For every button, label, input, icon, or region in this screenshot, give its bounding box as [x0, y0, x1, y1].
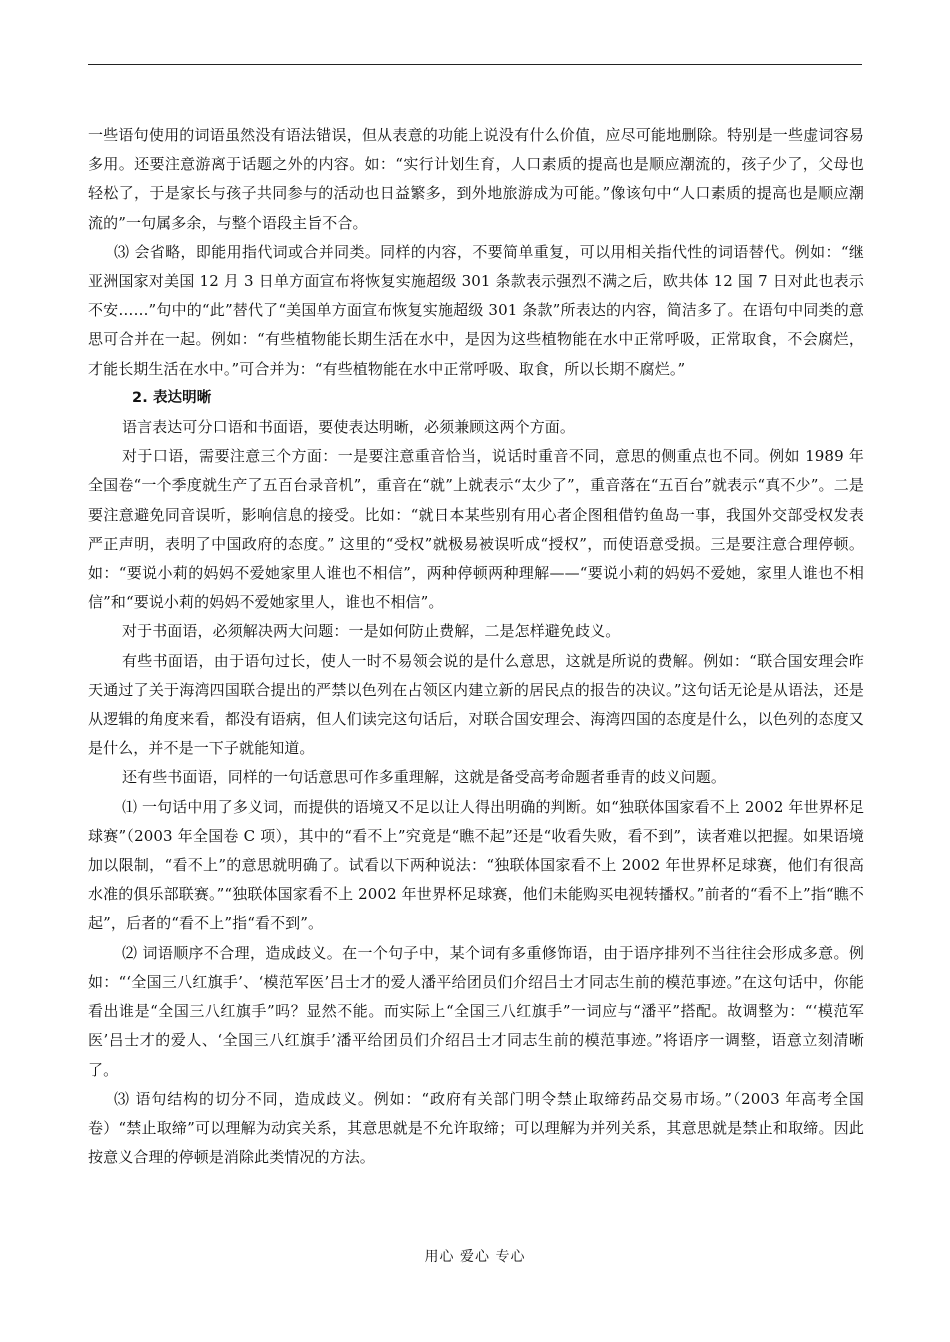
paragraph-obscurity: 有些书面语，由于语句过长，使人一时不易领会说的是什么意思，这就是所说的费解。例如：“联合国安理会昨天通过了关于海湾四国联合提出的严禁以色列在占领区内建立新的居民点的报告的决议。”这句话无论是从语法，还是从逻辑的角度来看，都没有语病，但人们读完这句话后，对联合国安理会、海湾四国的态度是什么，以色列的态度又是什么，并不是一下子就能知道。	[88, 651, 864, 758]
header-rule	[88, 64, 862, 65]
paragraph-structure: ⑶ 语句结构的切分不同，造成歧义。例如：“政府有关部门明令禁止取缔药品交易市场。”（2003 年高考全国卷）“禁止取缔”可以理解为动宾关系，其意思就是不允许取缔；可以理解为并列关系，其意思就是禁止和取缔。因此按意义合理的停顿是消除此类情况的方法。	[88, 1089, 864, 1167]
paragraph-redundancy: 一些语句使用的词语虽然没有语法错误，但从表意的功能上说没有什么价值，应尽可能地删除。特别是一些虚词容易多用。还要注意游离于话题之外的内容。如：“实行计划生育，人口素质的提高也是顺应潮流的，孩子少了，父母也轻松了，于是家长与孩子共同参与的活动也日益繁多，到外地旅游成为可能。”像该句中“人口素质的提高也是顺应潮流的”一句属多余，与整个语段主旨不合。	[88, 126, 864, 232]
paragraph-spoken-language: 对于口语，需要注意三个方面：一是要注意重音恰当，说话时重音不同，意思的侧重点也不同。例如 1989 年全国卷“一个季度就生产了五百台录音机”，重音在“就”上就表示“太少了”，重音落在“五百台”就表示“真不少”。二是要注意避免同音误听，影响信息的接受。比如：“就日本某些别有用心者企图租借钓鱼岛一事，我国外交部受权发表严正声明，表明了中国政府的态度。” 这里的“受权”就极易被误听成“授权”，而使语意受损。三是要注意合理停顿。如：“要说小莉的妈妈不爱她家里人谁也不相信”，两种停顿两种理解——“要说小莉的妈妈不爱她，家里人谁也不相信”和“要说小莉的妈妈不爱她家里人，谁也不相信”。	[88, 447, 864, 612]
paragraph-ambiguity: 还有些书面语，同样的一句话意思可作多重理解，这就是备受高考命题者垂青的歧义问题。	[122, 768, 727, 787]
paragraph-written-language: 对于书面语，必须解决两大问题：一是如何防止费解，二是怎样避免歧义。	[122, 622, 621, 641]
paragraph-omission: ⑶ 会省略，即能用指代词或合并同类。同样的内容，不要简单重复，可以用相关指代性的词语替代。例如：“继亚洲国家对美国 12 月 3 日单方面宣布将恢复实施超级 301 条款表示强烈不满之后，欧共体 12 国 7 日对此也表示不安……”句中的“此”替代了“美国单方面宣布恢复实施超级 301 条款”所表达的内容，简洁多了。在语句中同类的意思可合并在一起。例如：“有些植物能长期生活在水中，是因为这些植物能在水中正常呼吸，正常取食，不会腐烂，才能长期生活在水中。”可合并为：“有些植物能在水中正常呼吸、取食，所以长期不腐烂。”	[88, 242, 864, 378]
paragraph-word-order: ⑵ 词语顺序不合理，造成歧义。在一个句子中，某个词有多重修饰语，由于语序排列不当往往会形成多意。例如：“‘全国三八红旗手’、‘模范军医’吕士才的爱人潘平给团员们介绍吕士才同志生前的模范事迹。”在这句话中，你能看出谁是“全国三八红旗手”吗？显然不能。而实际上“全国三八红旗手”一词应与“潘平”搭配。故调整为：“‘模范军医’吕士才的爱人、‘全国三八红旗手’潘平给团员们介绍吕士才同志生前的模范事迹。”将语序一调整，语意立刻清晰了。	[88, 943, 864, 1079]
paragraph-spoken-written: 语言表达可分口语和书面语，要使表达明晰，必须兼顾这两个方面。	[122, 418, 576, 437]
paragraph-polysemy: ⑴ 一句话中用了多义词，而提供的语境又不足以让人得出明确的判断。如“独联体国家看不上 2002 年世界杯足球赛”（2003 年全国卷 C 项），其中的“看不上”究竟是“瞧不起”还是“收看失败，看不到”，读者难以把握。如果语境加以限制，“看不上”的意思就明确了。试看以下两种说法：“独联体国家看不上 2002 年世界杯足球赛，他们有很高水准的俱乐部联赛。”“独联体国家看不上 2002 年世界杯足球赛，他们未能购买电视转播权。”前者的“看不上”指“瞧不起”，后者的“看不上”指“看不到”。	[88, 797, 864, 933]
document-body	[88, 121, 864, 1172]
page-footer: 用心 爱心 专心	[424, 1249, 526, 1265]
section-heading-clarity: 2. 表达明晰	[132, 389, 212, 406]
